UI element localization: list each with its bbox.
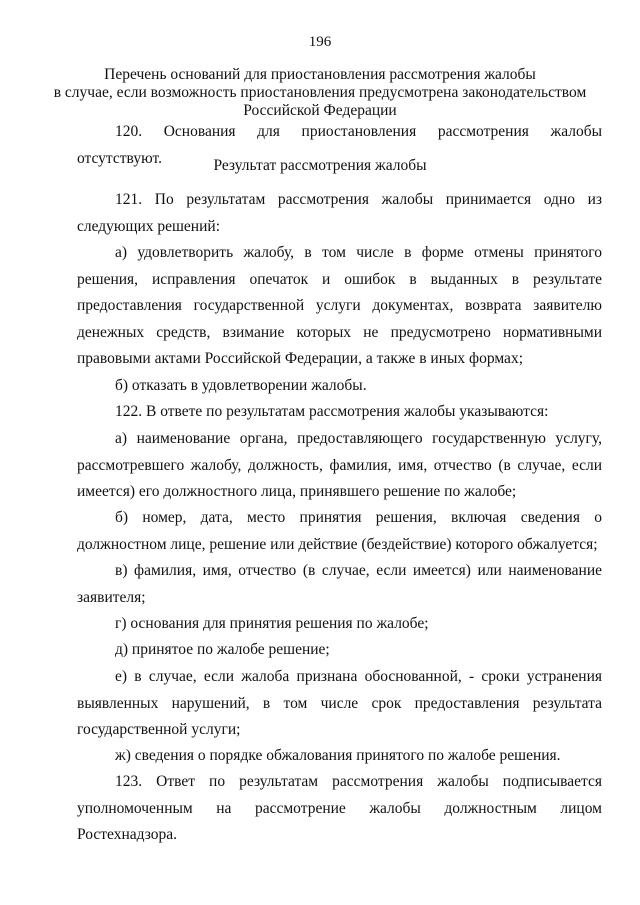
paragraph-121-b: б) отказать в удовлетворении жалобы. [115, 377, 367, 394]
paragraph-121: 121. По результатам рассмотрения жалобы принимается одно из следующих решений: [77, 191, 602, 235]
section-heading-line-1: Перечень оснований для приостановления рассмотрения жалобы [104, 66, 536, 83]
paragraph-121-a: а) удовлетворить жалобу, в том числе в форме отмены принятого решения, исправления опечаток и ошибок в выданных в результате предоставления государственной услуги документах, возврата заявителю денежных средств, взимание которых не предусмотрено нормативными правовыми актами Российской Федерации, а также в иных формах; [77, 244, 602, 368]
section-heading [0, 66, 640, 120]
paragraph-122-f: е) в случае, если жалоба признана обоснованной, - сроки устранения выявленных нарушений, в том числе срок предоставления результата государственной услуги; [77, 668, 602, 739]
paragraph-122-a: а) наименование органа, предоставляющего государственную услугу, рассмотревшего жалобу, должность, фамилия, имя, отчество (в случае, если имеется) его должностного лица, принявшего решение по жалобе; [77, 430, 602, 501]
paragraph-122-b: б) номер, дата, место принятия решения, включая сведения о должностном лице, решение или действие (бездействие) которого обжалуется; [77, 509, 602, 553]
section-heading-line-3: Российской Федерации [243, 102, 397, 119]
paragraph-122: 122. В ответе по результатам рассмотрения жалобы указываются: [115, 403, 549, 420]
paragraph-122-c: в) фамилия, имя, отчество (в случае, если имеется) или наименование заявителя; [77, 562, 602, 606]
paragraph-122-g: ж) сведения о порядке обжалования принятого по жалобе решения. [115, 747, 561, 764]
page-number: 196 [308, 34, 332, 50]
paragraph-122-d: г) основания для принятия решения по жалобе; [115, 615, 429, 632]
paragraph-123: 123. Ответ по результатам рассмотрения жалобы подписывается уполномоченным на рассмотрение жалобы должностным лицом Ростехнадзора. [77, 773, 602, 844]
paragraph-120: 120. Основания для приостановления рассмотрения жалобы отсутствуют. [77, 123, 602, 167]
result-heading: Результат рассмотрения жалобы [213, 157, 427, 174]
section-heading-line-2: в случае, если возможность приостановления предусмотрена законодательством [53, 84, 587, 101]
paragraph-122-e: д) принятое по жалобе решение; [115, 641, 330, 658]
